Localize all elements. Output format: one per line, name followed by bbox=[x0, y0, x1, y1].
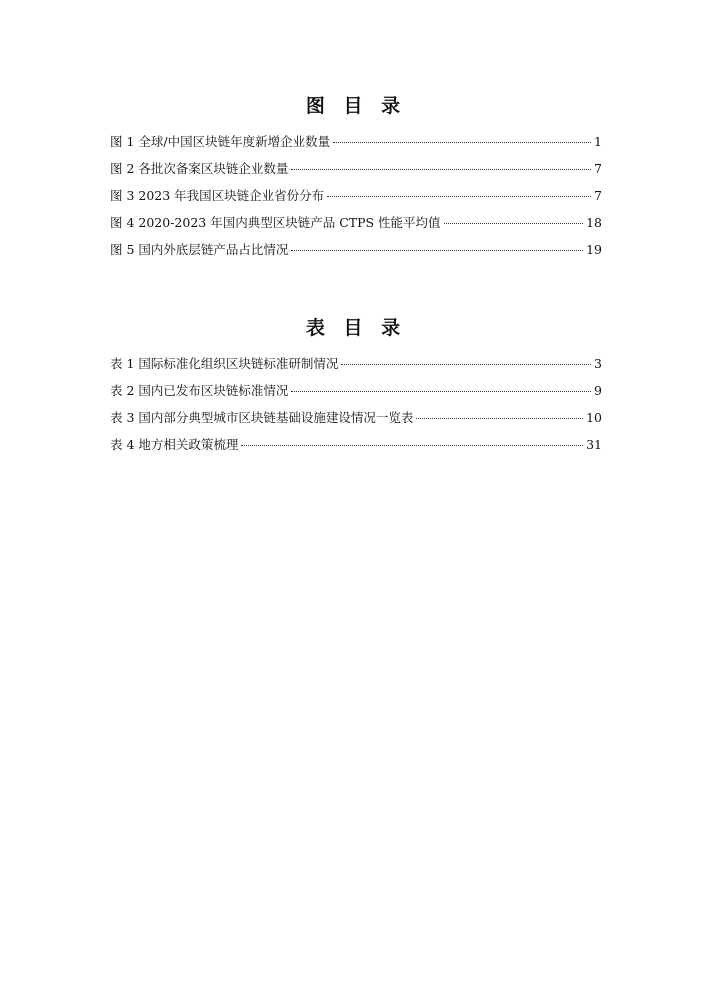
figure-entry-page: 7 bbox=[594, 161, 602, 176]
dot-leader bbox=[241, 445, 583, 446]
dot-leader bbox=[291, 169, 591, 170]
dot-leader bbox=[333, 142, 591, 143]
dot-leader bbox=[291, 250, 583, 251]
table-entry-1[interactable] bbox=[110, 350, 602, 377]
dot-leader bbox=[327, 196, 591, 197]
table-entry-label: 表 4 地方相关政策梳理 bbox=[110, 437, 239, 452]
table-entry-4[interactable] bbox=[110, 431, 602, 458]
figure-entry-label: 图 4 2020-2023 年国内典型区块链产品 CTPS 性能平均值 bbox=[110, 215, 441, 230]
dot-leader bbox=[341, 364, 591, 365]
figure-entry-page: 1 bbox=[594, 134, 602, 149]
table-entry-label: 表 1 国际标准化组织区块链标准研制情况 bbox=[110, 356, 339, 371]
table-list-title: 表 目 录 bbox=[305, 317, 407, 339]
figure-list-section bbox=[110, 92, 602, 263]
dot-leader bbox=[291, 391, 591, 392]
figure-entry-page: 7 bbox=[594, 188, 602, 203]
table-entry-page: 31 bbox=[586, 437, 602, 452]
table-entry-page: 9 bbox=[594, 383, 602, 398]
figure-entry-label: 图 1 全球/中国区块链年度新增企业数量 bbox=[110, 134, 331, 149]
figure-entry-1[interactable] bbox=[110, 128, 602, 155]
figure-entry-2[interactable] bbox=[110, 155, 602, 182]
table-entry-2[interactable] bbox=[110, 377, 602, 404]
dot-leader bbox=[416, 418, 583, 419]
figure-entry-page: 18 bbox=[586, 215, 602, 230]
table-list-section bbox=[110, 314, 602, 458]
figure-entry-label: 图 2 各批次备案区块链企业数量 bbox=[110, 161, 289, 176]
figure-entry-page: 19 bbox=[586, 242, 602, 257]
table-entry-page: 3 bbox=[594, 356, 602, 371]
figure-entry-3[interactable] bbox=[110, 182, 602, 209]
dot-leader bbox=[444, 223, 584, 224]
table-entry-label: 表 2 国内已发布区块链标准情况 bbox=[110, 383, 289, 398]
table-entry-3[interactable] bbox=[110, 404, 602, 431]
figure-entry-label: 图 5 国内外底层链产品占比情况 bbox=[110, 242, 289, 257]
figure-list-title: 图 目 录 bbox=[305, 95, 407, 117]
figure-entry-5[interactable] bbox=[110, 236, 602, 263]
figure-entry-label: 图 3 2023 年我国区块链企业省份分布 bbox=[110, 188, 325, 203]
figure-entry-4[interactable] bbox=[110, 209, 602, 236]
table-entry-label: 表 3 国内部分典型城市区块链基础设施建设情况一览表 bbox=[110, 410, 414, 425]
table-list bbox=[110, 350, 602, 458]
figure-list bbox=[110, 128, 602, 263]
table-entry-page: 10 bbox=[586, 410, 602, 425]
